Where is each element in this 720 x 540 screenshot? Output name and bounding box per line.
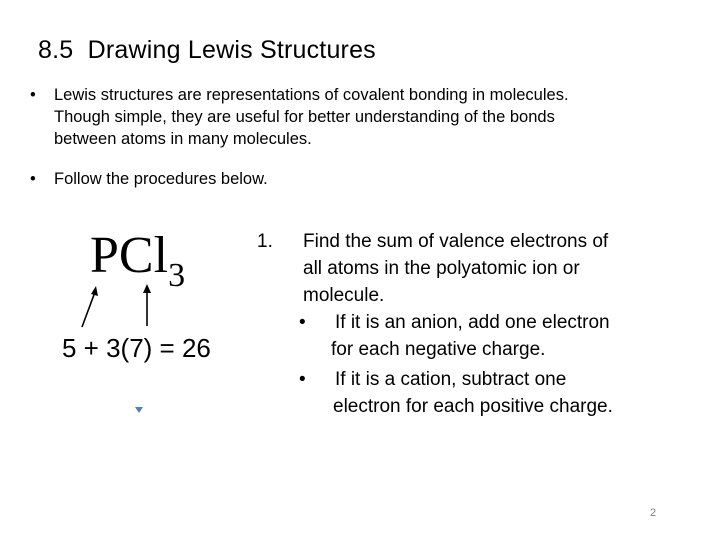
step-line: Find the sum of valence electrons of [303,231,609,252]
sub-bullet-marker: • [299,369,306,390]
bullet-line: between atoms in many molecules. [54,130,312,148]
sub-bullet-marker: • [299,312,306,333]
bullet-text [54,84,674,150]
step-number: 1. [257,231,273,252]
step-text [303,228,683,309]
sub-bullet-line: If it is a cation, subtract one [335,369,567,390]
triangle-down-icon [135,407,143,413]
formula-subscript: 3 [168,257,186,294]
bullet-line: Lewis structures are representations of covalent bonding in molecules. [54,86,569,104]
slide-title: 8.5 Drawing Lewis Structures [38,36,376,64]
step-line: molecule. [303,285,385,306]
bullet-marker: • [30,86,36,104]
bullet-marker: • [30,170,36,188]
bullet-line: Though simple, they are useful for better understanding of the bonds [54,108,555,126]
sub-bullet-line: If it is an anion, add one electron [335,312,610,333]
sub-bullet-line: electron for each positive charge. [333,396,613,417]
formula-main: PCl [90,227,169,284]
chemical-formula [90,226,185,292]
step-line: all atoms in the polyatomic ion or [303,258,580,279]
page-number: 2 [650,507,657,519]
electron-sum-equation: 5 + 3(7) = 26 [62,333,211,363]
bullet-text [54,168,674,190]
sub-bullet-line: for each negative charge. [331,339,546,360]
arrow-phosphorus-icon [82,286,98,327]
bullet-line: Follow the procedures below. [54,170,268,188]
